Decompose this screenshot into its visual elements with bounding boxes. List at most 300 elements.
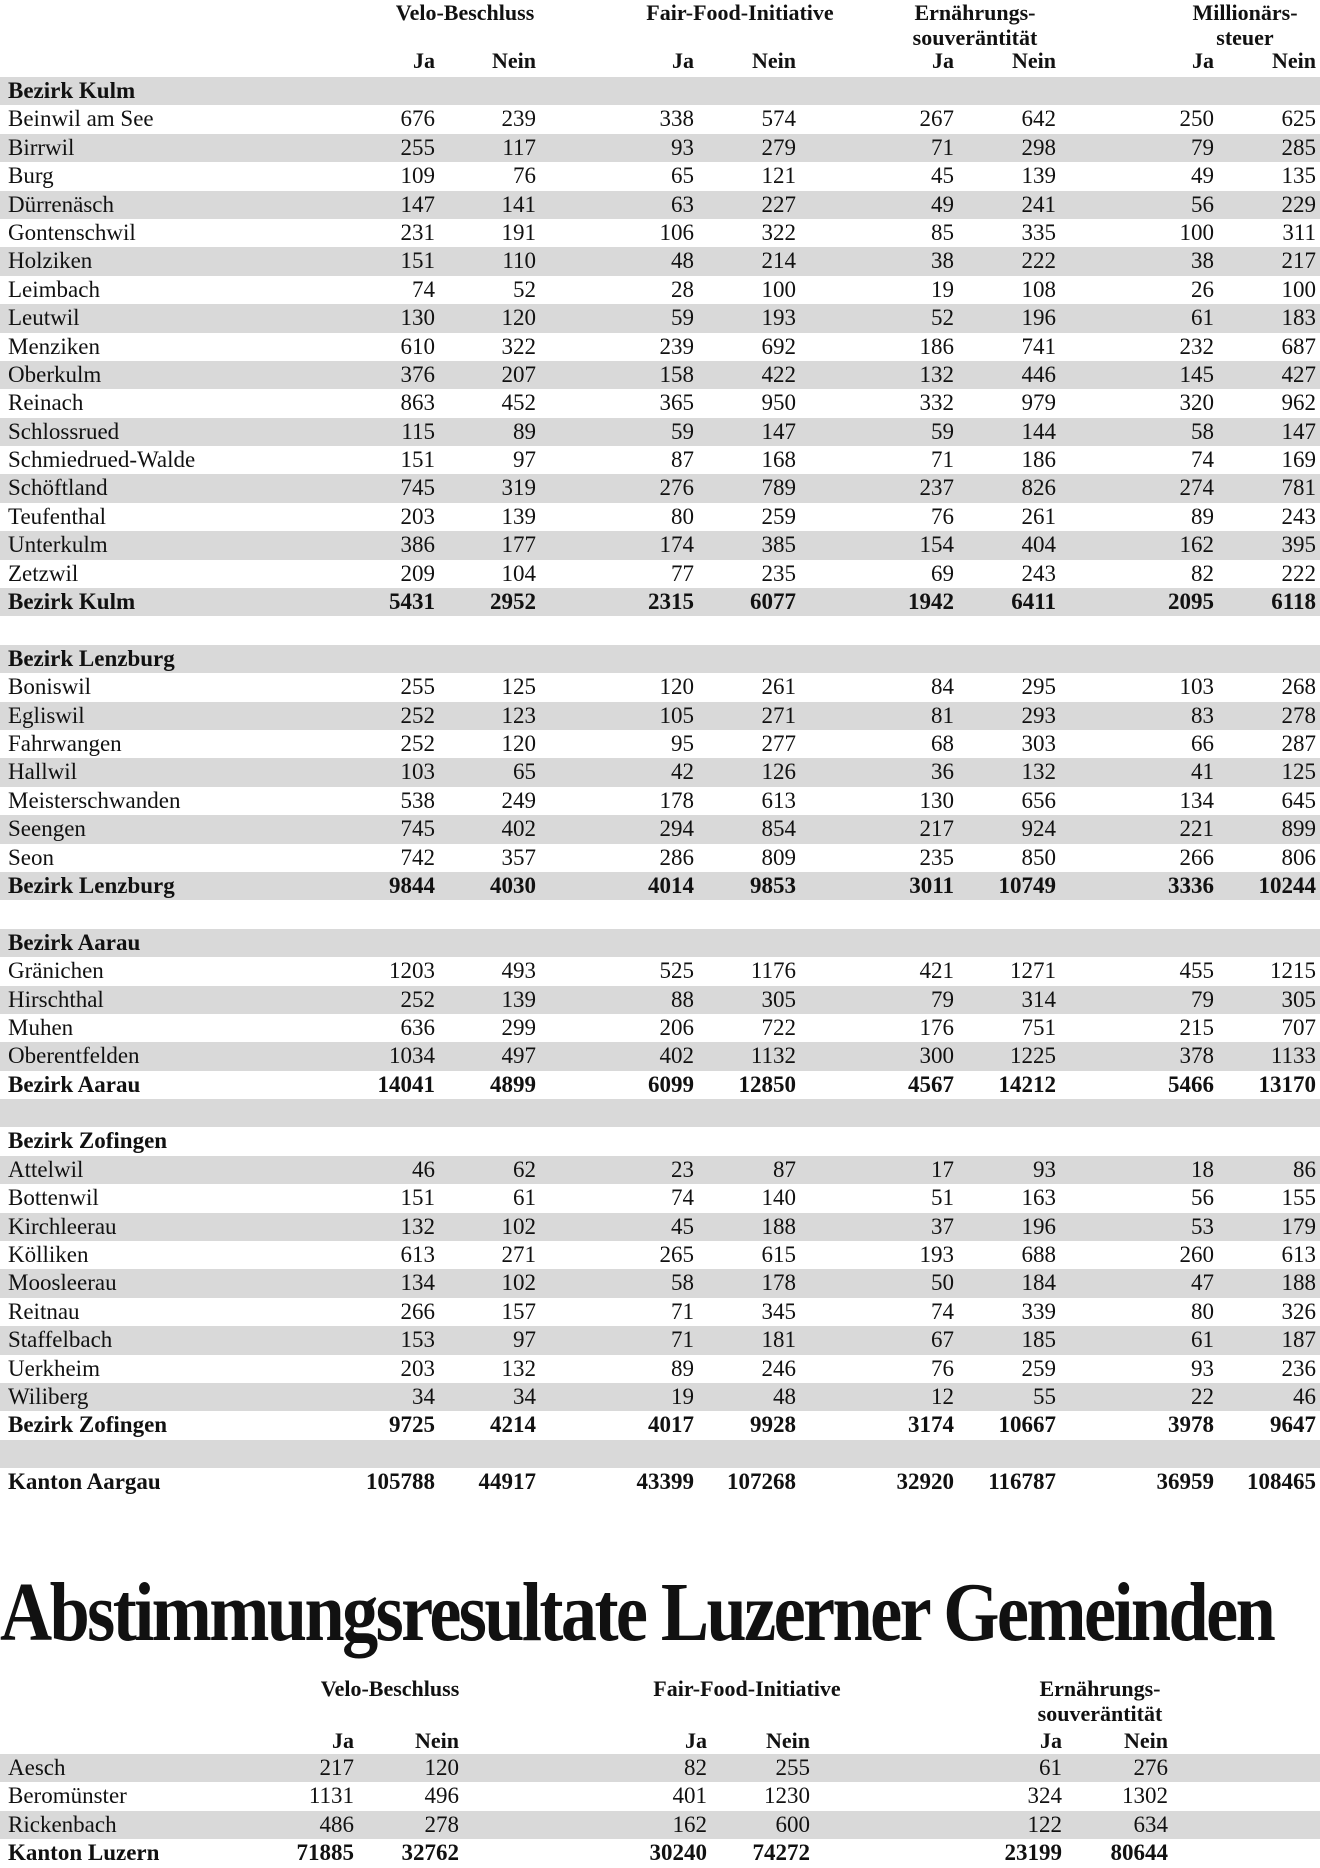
ja-value: 266	[1179, 844, 1214, 870]
municipality-name: Gränichen	[8, 958, 104, 984]
table-row	[0, 986, 1320, 1014]
ja-value: 130	[919, 787, 954, 813]
nein-value: 139	[1021, 163, 1056, 189]
nein-value: 854	[761, 816, 796, 842]
ja-value: 103	[1179, 674, 1214, 700]
nein-value: 188	[761, 1213, 796, 1239]
nein-value: 46	[1293, 1383, 1316, 1409]
nein-value: 97	[513, 1327, 536, 1353]
ja-label: Ja	[932, 48, 954, 73]
ja-value: 36	[931, 759, 954, 785]
nein-value: 452	[501, 390, 536, 416]
ja-value: 115	[401, 418, 435, 444]
ja-value: 34	[412, 1383, 435, 1409]
ja-value: 43399	[636, 1469, 694, 1495]
nein-value: 279	[761, 134, 796, 160]
ja-value: 47	[1191, 1270, 1214, 1296]
nein-value: 339	[1021, 1298, 1056, 1324]
luzern-results-table	[0, 1754, 1320, 1868]
ja-value: 69	[931, 560, 954, 586]
nein-value: 688	[1021, 1242, 1056, 1268]
nein-value: 1230	[764, 1783, 810, 1809]
ja-value: 79	[1191, 134, 1214, 160]
nein-value: 287	[1281, 730, 1316, 756]
nein-label: Nein	[1124, 1728, 1168, 1753]
table-row	[0, 673, 1320, 701]
municipality-name: Reitnau	[8, 1298, 80, 1324]
ja-value: 286	[659, 844, 694, 870]
nein-value: 108465	[1247, 1469, 1316, 1495]
nein-value: 722	[761, 1014, 796, 1040]
nein-value: 55	[1033, 1383, 1056, 1409]
municipality-name: Teufenthal	[8, 503, 107, 529]
ja-value: 83	[1191, 702, 1214, 728]
ja-value: 217	[319, 1755, 354, 1780]
ja-value: 49	[1191, 163, 1214, 189]
nein-value: 141	[501, 191, 536, 217]
ja-value: 19	[931, 276, 954, 302]
ja-value: 217	[919, 816, 954, 842]
ja-value: 610	[400, 333, 435, 359]
ja-value: 32920	[896, 1469, 954, 1495]
nein-value: 278	[1281, 702, 1316, 728]
nein-value: 236	[1281, 1355, 1316, 1381]
municipality-name: Kanton Luzern	[8, 1840, 160, 1866]
nein-value: 120	[501, 305, 536, 331]
nein-value: 276	[1133, 1755, 1168, 1780]
ja-value: 122	[1027, 1811, 1062, 1837]
ja-value: 105788	[366, 1469, 435, 1495]
nein-value: 1302	[1122, 1783, 1168, 1809]
ja-value: 255	[400, 134, 435, 160]
ja-value: 151	[400, 447, 435, 473]
municipality-name: Birrwil	[8, 134, 75, 160]
municipality-name: Bottenwil	[8, 1185, 99, 1211]
ja-value: 120	[659, 674, 694, 700]
nein-value: 1271	[1010, 958, 1056, 984]
column-header-velo: Velo-Beschluss	[320, 1676, 460, 1701]
nein-value: 139	[501, 503, 536, 529]
ja-value: 178	[659, 787, 694, 813]
nein-value: 1225	[1010, 1043, 1056, 1069]
ja-value: 4017	[648, 1412, 694, 1438]
ja-value: 71	[931, 134, 954, 160]
nein-value: 104	[501, 560, 536, 586]
ja-value: 58	[1191, 418, 1214, 444]
ja-value: 5466	[1168, 1071, 1214, 1097]
ja-value: 89	[1191, 503, 1214, 529]
municipality-name: Bezirk Kulm	[8, 589, 136, 615]
ja-value: 56	[1191, 1185, 1214, 1211]
table-row	[0, 162, 1320, 190]
nein-value: 139	[501, 986, 536, 1012]
nein-value: 625	[1281, 106, 1316, 132]
district-name: Bezirk Kulm	[8, 78, 136, 103]
nein-value: 422	[761, 361, 796, 387]
ja-value: 4567	[908, 1071, 954, 1097]
table-row	[0, 1213, 1320, 1241]
ja-value: 421	[919, 958, 954, 984]
nein-value: 48	[773, 1383, 796, 1409]
nein-value: 157	[501, 1298, 536, 1324]
ja-value: 3174	[908, 1412, 954, 1438]
ja-value: 82	[684, 1755, 707, 1780]
ja-value: 22	[1191, 1383, 1214, 1409]
table-row	[0, 1355, 1320, 1383]
table-row	[0, 787, 1320, 815]
nein-value: 61	[513, 1185, 536, 1211]
table-row	[0, 560, 1320, 588]
nein-value: 10749	[998, 872, 1056, 898]
nein-value: 62	[513, 1156, 536, 1182]
municipality-name: Kölliken	[8, 1242, 89, 1268]
nein-value: 125	[1281, 759, 1316, 785]
nein-value: 311	[1282, 219, 1316, 245]
nein-value: 246	[761, 1355, 796, 1381]
table-row	[0, 815, 1320, 843]
nein-value: 241	[1021, 191, 1056, 217]
nein-value: 222	[1281, 560, 1316, 586]
municipality-name: Staffelbach	[8, 1327, 113, 1353]
nein-value: 107268	[727, 1469, 796, 1495]
nein-value: 185	[1021, 1327, 1056, 1353]
aargau-results-table	[0, 77, 1320, 1497]
table-row	[0, 219, 1320, 247]
ja-value: 239	[659, 333, 694, 359]
ja-value: 193	[919, 1242, 954, 1268]
nein-value: 1215	[1270, 958, 1316, 984]
municipality-name: Holziken	[8, 248, 93, 274]
nein-value: 850	[1021, 844, 1056, 870]
municipality-name: Schöftland	[8, 475, 108, 501]
ja-value: 71	[671, 1327, 694, 1353]
ja-value: 4014	[648, 872, 694, 898]
nein-value: 809	[761, 844, 796, 870]
nein-value: 687	[1281, 333, 1316, 359]
nein-value: 6411	[1011, 589, 1056, 615]
municipality-name: Oberkulm	[8, 361, 102, 387]
nein-value: 574	[761, 106, 796, 132]
nein-value: 2952	[490, 589, 536, 615]
nein-value: 806	[1281, 844, 1316, 870]
nein-value: 497	[501, 1043, 536, 1069]
ja-value: 87	[671, 447, 694, 473]
nein-value: 97	[513, 447, 536, 473]
ja-value: 77	[671, 560, 694, 586]
nein-value: 899	[1281, 816, 1316, 842]
ja-value: 206	[659, 1014, 694, 1040]
ja-value: 2315	[648, 589, 694, 615]
ja-value: 153	[400, 1327, 435, 1353]
ja-value: 134	[400, 1270, 435, 1296]
ja-value: 145	[1179, 361, 1214, 387]
ja-label: Ja	[413, 48, 435, 73]
nein-value: 645	[1281, 787, 1316, 813]
nein-value: 117	[502, 134, 536, 160]
ja-value: 863	[400, 390, 435, 416]
ja-value: 365	[659, 390, 694, 416]
municipality-name: Leutwil	[8, 305, 80, 331]
ja-value: 74	[931, 1298, 954, 1324]
nein-value: 962	[1281, 390, 1316, 416]
nein-value: 76	[513, 163, 536, 189]
nein-value: 52	[513, 276, 536, 302]
nein-value: 10244	[1258, 872, 1316, 898]
nein-value: 781	[1281, 475, 1316, 501]
nein-value: 255	[775, 1755, 810, 1780]
ja-value: 154	[919, 532, 954, 558]
nein-value: 1133	[1270, 1043, 1316, 1069]
ja-value: 386	[400, 532, 435, 558]
nein-value: 446	[1021, 361, 1056, 387]
municipality-name: Bezirk Zofingen	[8, 1412, 168, 1438]
municipality-name: Hirschthal	[8, 986, 104, 1012]
ja-value: 14041	[377, 1071, 435, 1097]
ja-value: 3336	[1168, 872, 1214, 898]
ja-value: 252	[400, 730, 435, 756]
nein-value: 110	[502, 248, 536, 274]
nein-value: 496	[424, 1783, 459, 1809]
nein-label: Nein	[415, 1728, 459, 1753]
ja-value: 76	[931, 1355, 954, 1381]
nein-value: 87	[773, 1156, 796, 1182]
district-name: Bezirk Aarau	[8, 929, 141, 955]
nein-value: 102	[501, 1270, 536, 1296]
nein-value: 116787	[988, 1469, 1056, 1495]
ja-value: 65	[671, 163, 694, 189]
nein-value: 298	[1021, 134, 1056, 160]
ja-value: 231	[400, 219, 435, 245]
municipality-name: Menziken	[8, 333, 100, 359]
ja-label: Ja	[672, 48, 694, 73]
nein-value: 6118	[1271, 589, 1316, 615]
ja-value: 378	[1179, 1043, 1214, 1069]
nein-value: 249	[501, 787, 536, 813]
nein-value: 402	[501, 816, 536, 842]
ja-value: 300	[919, 1043, 954, 1069]
nein-value: 4030	[490, 872, 536, 898]
column-header-fair-food: Fair-Food-Initiative	[653, 1676, 841, 1701]
nein-value: 80644	[1110, 1840, 1168, 1866]
spacer-row	[0, 616, 1320, 644]
ja-value: 79	[931, 986, 954, 1012]
ja-value: 745	[400, 816, 435, 842]
luzern-title: Abstimmungsresultate Luzerner Gemeinden	[0, 1566, 1274, 1659]
table-row	[0, 361, 1320, 389]
ja-value: 221	[1179, 816, 1214, 842]
nein-value: 259	[1021, 1355, 1056, 1381]
district-heading-row	[0, 77, 1320, 105]
nein-value: 123	[501, 702, 536, 728]
nein-value: 186	[1021, 447, 1056, 473]
ja-value: 252	[400, 986, 435, 1012]
ja-value: 49	[931, 191, 954, 217]
nein-value: 326	[1281, 1298, 1316, 1324]
municipality-name: Muhen	[8, 1014, 74, 1040]
ja-value: 74	[412, 276, 435, 302]
ja-value: 26	[1191, 276, 1214, 302]
nein-value: 299	[501, 1014, 536, 1040]
ja-value: 134	[1179, 787, 1214, 813]
ja-value: 23199	[1004, 1840, 1062, 1866]
nein-value: 147	[1281, 418, 1316, 444]
ja-value: 56	[1191, 191, 1214, 217]
nein-label: Nein	[752, 48, 796, 73]
ja-value: 109	[400, 163, 435, 189]
ja-value: 51	[931, 1185, 954, 1211]
nein-value: 322	[501, 333, 536, 359]
nein-value: 303	[1021, 730, 1056, 756]
ja-value: 50	[931, 1270, 954, 1296]
table-row	[0, 418, 1320, 446]
ja-value: 84	[931, 674, 954, 700]
ja-value: 71	[931, 447, 954, 473]
ja-value: 636	[400, 1014, 435, 1040]
table-row	[0, 191, 1320, 219]
nein-value: 93	[1033, 1156, 1056, 1182]
nein-value: 277	[761, 730, 796, 756]
nein-value: 120	[501, 730, 536, 756]
municipality-name: Beromünster	[8, 1783, 127, 1809]
nein-value: 179	[1281, 1213, 1316, 1239]
nein-value: 187	[1281, 1327, 1316, 1353]
ja-value: 538	[400, 787, 435, 813]
nein-value: 183	[1281, 305, 1316, 331]
nein-value: 108	[1021, 276, 1056, 302]
ja-value: 376	[400, 361, 435, 387]
nein-value: 181	[761, 1327, 796, 1353]
ja-value: 59	[671, 305, 694, 331]
nein-value: 293	[1021, 702, 1056, 728]
nein-value: 826	[1021, 475, 1056, 501]
ja-value: 80	[671, 503, 694, 529]
ja-label: Ja	[332, 1728, 354, 1753]
ja-value: 203	[400, 1355, 435, 1381]
ja-value: 61	[1191, 305, 1214, 331]
nein-value: 259	[761, 503, 796, 529]
total-row	[0, 1839, 1320, 1867]
nein-value: 178	[761, 1270, 796, 1296]
table-row	[0, 1326, 1320, 1354]
nein-label: Nein	[492, 48, 536, 73]
ja-value: 53	[1191, 1213, 1214, 1239]
nein-value: 789	[761, 475, 796, 501]
municipality-name: Schmiedrued-Walde	[8, 447, 196, 473]
ja-value: 67	[931, 1327, 954, 1353]
ja-value: 1131	[308, 1783, 354, 1809]
table-row	[0, 1042, 1320, 1070]
ja-value: 1034	[389, 1043, 435, 1069]
ja-value: 28	[671, 276, 694, 302]
ja-value: 18	[1191, 1156, 1214, 1182]
ja-value: 401	[672, 1783, 707, 1809]
ja-value: 74	[671, 1185, 694, 1211]
nein-value: 634	[1133, 1811, 1168, 1837]
nein-value: 14212	[998, 1071, 1056, 1097]
nein-value: 207	[501, 361, 536, 387]
ja-value: 203	[400, 503, 435, 529]
ja-value: 23	[671, 1156, 694, 1182]
ja-value: 63	[671, 191, 694, 217]
table-row	[0, 389, 1320, 417]
nein-value: 120	[424, 1755, 459, 1780]
nein-value: 345	[761, 1298, 796, 1324]
nein-value: 395	[1281, 532, 1316, 558]
ja-value: 93	[671, 134, 694, 160]
municipality-name: Unterkulm	[8, 532, 108, 558]
nein-value: 235	[761, 560, 796, 586]
ja-value: 36959	[1156, 1469, 1214, 1495]
ja-value: 79	[1191, 986, 1214, 1012]
nein-value: 10667	[998, 1412, 1056, 1438]
table-row	[0, 247, 1320, 275]
municipality-name: Reinach	[8, 390, 84, 416]
ja-value: 267	[919, 106, 954, 132]
table-row	[0, 730, 1320, 758]
ja-value: 162	[1179, 532, 1214, 558]
ja-value: 338	[659, 106, 694, 132]
nein-value: 121	[761, 163, 796, 189]
ja-value: 266	[400, 1298, 435, 1324]
ja-value: 1942	[908, 589, 954, 615]
nein-value: 4214	[490, 1412, 536, 1438]
ja-value: 42	[671, 759, 694, 785]
ja-value: 106	[659, 219, 694, 245]
nein-value: 222	[1021, 248, 1056, 274]
municipality-name: Rickenbach	[8, 1811, 117, 1837]
municipality-name: Seon	[8, 844, 54, 870]
nein-value: 239	[501, 106, 536, 132]
ja-value: 676	[400, 106, 435, 132]
ja-value: 151	[400, 248, 435, 274]
column-header-ernaehrung: Ernährungs- souveräntität	[1037, 1676, 1163, 1726]
nein-value: 1176	[750, 958, 796, 984]
nein-value: 924	[1021, 816, 1056, 842]
nein-value: 615	[761, 1242, 796, 1268]
table-row	[0, 1754, 1320, 1782]
ja-value: 130	[400, 305, 435, 331]
ja-value: 103	[400, 759, 435, 785]
ja-value: 250	[1179, 106, 1214, 132]
nein-value: 126	[761, 759, 796, 785]
nein-value: 132	[1021, 759, 1056, 785]
municipality-name: Burg	[8, 163, 54, 189]
ja-value: 81	[931, 702, 954, 728]
nein-value: 155	[1281, 1185, 1316, 1211]
table-row	[0, 1782, 1320, 1810]
ja-value: 294	[659, 816, 694, 842]
table-row	[0, 531, 1320, 559]
ja-value: 5431	[389, 589, 435, 615]
ja-value: 41	[1191, 759, 1214, 785]
ja-value: 48	[671, 248, 694, 274]
municipality-name: Bezirk Aarau	[8, 1071, 141, 1097]
ja-value: 80	[1191, 1298, 1214, 1324]
ja-value: 486	[319, 1811, 354, 1837]
ja-label: Ja	[685, 1728, 707, 1753]
ja-value: 38	[1191, 248, 1214, 274]
table-row	[0, 957, 1320, 985]
nein-value: 692	[761, 333, 796, 359]
municipality-name: Meisterschwanden	[8, 787, 181, 813]
nein-value: 979	[1021, 390, 1056, 416]
nein-value: 261	[761, 674, 796, 700]
ja-value: 46	[412, 1156, 435, 1182]
ja-label: Ja	[1040, 1728, 1062, 1753]
nein-value: 86	[1293, 1156, 1316, 1182]
nein-value: 169	[1281, 447, 1316, 473]
ja-value: 66	[1191, 730, 1214, 756]
